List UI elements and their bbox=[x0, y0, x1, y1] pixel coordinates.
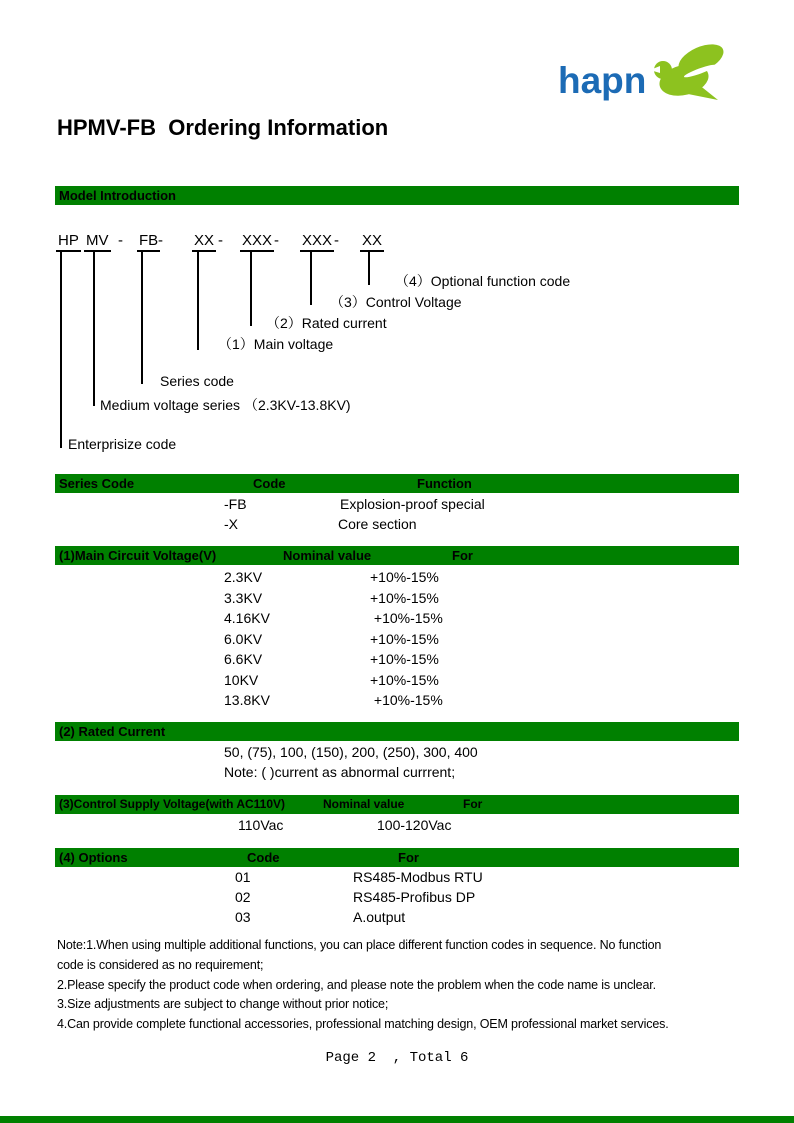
callout-line bbox=[310, 252, 312, 305]
cell-function: Core section bbox=[338, 516, 417, 532]
hapn-logo bbox=[558, 42, 728, 108]
column-header: (1)Main Circuit Voltage(V) bbox=[59, 548, 217, 563]
dove-leaf-icon bbox=[646, 42, 728, 113]
cell-tolerance: +10%-15% bbox=[370, 610, 443, 626]
callout-optional-function-code: （4）Optional function code bbox=[395, 273, 571, 289]
page-title: HPMV-FB Ordering Information bbox=[57, 115, 389, 140]
callout-line bbox=[60, 252, 62, 448]
section-header-rated-current bbox=[55, 722, 739, 741]
column-header: (3)Control Supply Voltage(with AC110V) bbox=[59, 797, 286, 811]
note-line: Note:1.When using multiple additional functions, you can place different function codes in sequence. No function bbox=[57, 938, 662, 952]
cell-voltage: 13.8KV bbox=[224, 692, 270, 708]
section-header-main-circuit-voltage bbox=[55, 546, 739, 565]
rated-current-note: Note: ( )current as abnormal currrent; bbox=[224, 764, 456, 780]
code-segment: HP bbox=[56, 232, 81, 252]
callout-rated-current: （2）Rated current bbox=[266, 315, 387, 331]
callout-enterprisize-code: Enterprisize code bbox=[68, 436, 177, 452]
section-header-label: (2) Rated Current bbox=[59, 724, 166, 739]
cell-tolerance: +10%-15% bbox=[370, 651, 439, 667]
cell-voltage: 4.16KV bbox=[224, 610, 270, 626]
cell-code: -X bbox=[224, 516, 238, 532]
code-segment: XXX bbox=[240, 232, 274, 252]
callout-series-code: Series code bbox=[160, 373, 234, 389]
cell-tolerance: +10%-15% bbox=[370, 692, 443, 708]
note-line: 3.Size adjustments are subject to change without prior notice; bbox=[57, 997, 389, 1012]
callout-line bbox=[250, 252, 252, 326]
section-header-label: Model Introduction bbox=[59, 188, 176, 203]
code-separator: - bbox=[118, 232, 123, 249]
bottom-green-bar bbox=[0, 1116, 794, 1123]
note-line: 4.Can provide complete functional accessories, professional matching design, OEM professional market services. bbox=[57, 1017, 669, 1032]
note-line: code is considered as no requirement; bbox=[57, 957, 264, 972]
cell-voltage: 2.3KV bbox=[224, 569, 263, 585]
code-separator: - bbox=[158, 232, 163, 249]
code-separator: - bbox=[274, 232, 279, 249]
column-header-code: Code bbox=[253, 476, 286, 491]
section-header-control-supply-voltage bbox=[55, 795, 739, 814]
cell-voltage: 3.3KV bbox=[224, 590, 263, 606]
cell-range: 100-120Vac bbox=[377, 817, 452, 833]
callout-line bbox=[93, 252, 95, 406]
code-separator: - bbox=[334, 232, 339, 249]
column-header-for: For bbox=[452, 548, 473, 563]
cell-voltage: 6.6KV bbox=[224, 651, 263, 667]
column-header-code: Code bbox=[247, 850, 280, 865]
column-header-for: For bbox=[398, 850, 419, 865]
code-segment: XXX bbox=[300, 232, 334, 252]
cell-tolerance: +10%-15% bbox=[370, 672, 439, 688]
callout-line bbox=[197, 252, 199, 350]
cell-tolerance: +10%-15% bbox=[370, 590, 439, 606]
column-header-function: Function bbox=[417, 476, 472, 491]
note-line: 2.Please specify the product code when ordering, and please note the problem when the code name is unclear. bbox=[57, 977, 656, 992]
callout-line bbox=[141, 252, 143, 384]
column-header: Series Code bbox=[59, 476, 135, 491]
code-segment: XX bbox=[192, 232, 216, 252]
callout-control-voltage: （3）Control Voltage bbox=[330, 294, 462, 310]
column-header: (4) Options bbox=[59, 850, 128, 865]
cell-voltage: 6.0KV bbox=[224, 631, 263, 647]
footnotes bbox=[57, 936, 767, 1035]
cell-voltage: 10KV bbox=[224, 672, 259, 688]
cell-function: Explosion-proof special bbox=[340, 496, 485, 512]
column-header-nominal-value: Nominal value bbox=[283, 548, 372, 563]
cell-option-code: 02 bbox=[235, 889, 251, 905]
cell-tolerance: +10%-15% bbox=[370, 569, 439, 585]
cell-option-code: 01 bbox=[235, 869, 251, 885]
code-segment: XX bbox=[360, 232, 384, 252]
page-number: Page 2 , Total 6 bbox=[325, 1050, 469, 1066]
column-header-nominal-value: Nominal value bbox=[323, 797, 405, 811]
logo-text: hapn bbox=[558, 60, 647, 101]
code-segment: FB bbox=[137, 232, 160, 252]
column-header-for: For bbox=[463, 797, 483, 811]
code-segment: MV bbox=[84, 232, 111, 252]
callout-main-voltage: （1）Main voltage bbox=[218, 336, 334, 352]
cell-option-desc: RS485-Modbus RTU bbox=[353, 869, 483, 885]
cell-tolerance: +10%-15% bbox=[370, 631, 439, 647]
section-header-options bbox=[55, 848, 739, 867]
section-header-model-introduction bbox=[55, 186, 739, 205]
cell-option-code: 03 bbox=[235, 909, 251, 925]
cell-voltage: 110Vac bbox=[238, 817, 284, 833]
cell-code: -FB bbox=[224, 496, 247, 512]
code-separator: - bbox=[218, 232, 223, 249]
model-code-diagram bbox=[55, 228, 755, 458]
callout-line bbox=[368, 252, 370, 285]
rated-current-values: 50, (75), 100, (150), 200, (250), 300, 400 bbox=[224, 744, 478, 760]
cell-option-desc: A.output bbox=[353, 909, 406, 925]
callout-medium-voltage-series: Medium voltage series （2.3KV-13.8KV) bbox=[100, 397, 351, 413]
cell-option-desc: RS485-Profibus DP bbox=[353, 889, 476, 905]
section-header-series-code bbox=[55, 474, 739, 493]
